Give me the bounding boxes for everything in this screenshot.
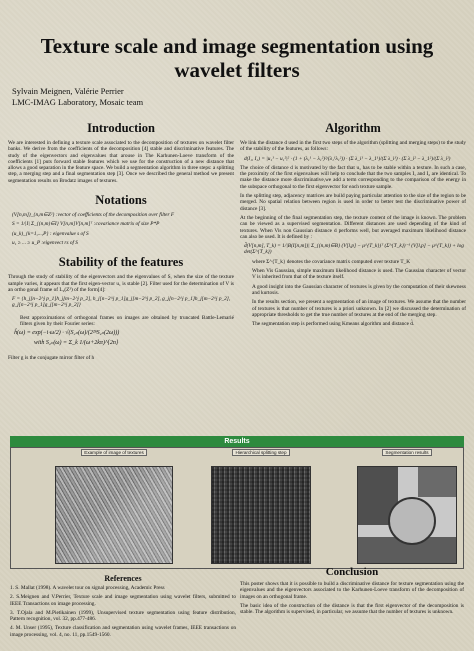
stability-heading: Stability of the features <box>58 255 184 270</box>
right-column <box>240 118 466 330</box>
conclusion-text-1: This poster shows that it is possible to build a discriminative distance for texture segmentation using the eigenvalues and the eigenvectors associated to the Karhunen-Loeve transform of the decomposition of images on an orthogonal frame. <box>240 581 464 600</box>
algorithm-text-5: where Σ^{T_k} denotes the covariance matrix computed over texture T_K <box>252 258 411 265</box>
algorithm-text-9: The segmentation step is performed using Kmeans algorithm and distance d̃. <box>252 321 415 328</box>
segmentation-image <box>357 466 457 564</box>
reference-item: 3. T.Ojala and M.Pietikainen (1999), Unsupervised texture segmentation using feature distribution, Pattern recognition, vol. 32, pp.477-486. <box>10 609 236 623</box>
segment-region-circle <box>388 497 436 545</box>
algorithm-likelihood-formula: d̃(V[n,m], T_k) = 1/|B(I[n,m])| Σ_{(n,m)∈B} (V[l,p] − μ^{T_k})ᵀ (Σ^{T_k})⁻¹ (V[l,p] − μ^{T_k}) + log det(Σ^{T_k}) <box>244 243 464 256</box>
stability-text-3: Filter g is the conjugate mirror filter of h <box>8 355 95 362</box>
conclusion-heading: Conclusion <box>325 566 379 578</box>
references-heading: References <box>104 574 142 583</box>
notation-line-3: (u_k)_{k=1,...,P} : eigenvalue s of S <box>12 230 89 237</box>
segment-region-top-right <box>418 467 457 497</box>
stability-text-2: Best approximations of orthogonal frames on images are obtained by truncated Battle-Lemarié filters given by their Fourier series: <box>20 314 234 328</box>
conclusion-section <box>240 566 464 618</box>
reference-item: 2. S.Meignen and V.Perrier, Texture scale and image segmentation using wavelet filters, submitted to IEEE Transactions on image processing. <box>10 594 236 607</box>
algorithm-text-4: At the beginning of the final segmentation step, the texture content of the image is known. The problem can be viewed as a supervised segmentation. Different distances are used depending of the kind of textures. When Vis non Gaussian distance d performs well, but averaged maximum likelihood distance can also be used. It is defined by : <box>240 214 466 240</box>
algorithm-heading: Algorithm <box>325 121 381 135</box>
author-lab: LMC-IMAG Laboratory, Mosaic team <box>12 97 144 107</box>
caption-splitting-label: Hierarchical splitting step <box>232 449 289 456</box>
introduction-heading: Introduction <box>87 121 155 135</box>
authors-block <box>12 86 143 108</box>
results-panel <box>10 447 464 569</box>
algorithm-text-7: A good insight into the Gaussian character of textures is given by the computation of their skewness and kurtosis. <box>252 283 466 296</box>
algorithm-text-3: In the splitting step, adjacency matrices are build paying particular attention to the size of the region to be merged. No spatial relation between region is used in order to better test the discriminative power of distance [3]. <box>240 193 466 212</box>
caption-splitting <box>201 450 321 456</box>
poster-title: Texture scale and image segmentation using wavelet filters <box>40 34 434 82</box>
caption-example <box>55 450 173 456</box>
caption-example-label: Example of image of textures <box>81 449 147 456</box>
notation-line-1: (V[n,m])_{n,m∈Z²} :vector of coefficients of the decomposition over filter F <box>12 212 175 219</box>
notation-line-4: u₁ ≥ ... ≥ u_P :eigenvect rs of S <box>12 239 78 246</box>
references-section <box>10 574 236 641</box>
texture-image <box>55 466 173 564</box>
algorithm-distance-formula: d(I₁, I₂) = |u₁¹ − u₁²|² · (1 + (λ₁¹ − λ₁²)²/(λ₁¹λ₁²)) · (Σ λ_i¹ − λ_1¹)/(Σ λ_i¹) · (Σ λ_i² − λ_1²)/(Σ λ_i²) <box>244 155 451 162</box>
stability-formula-s2n: with S₂ₙ(ω) = Σ_k 1/(ω+2kπ)^{2n} <box>34 340 119 347</box>
author-names: Sylvain Meignen, Valérie Perrier <box>12 86 124 96</box>
algorithm-text-6: When Vis Gaussian, simple maximum likelihood distance is used. The Gaussian character of vector V is inherited from that of the texture itself. <box>252 268 466 281</box>
caption-segmentation <box>351 450 463 456</box>
left-column <box>8 118 234 365</box>
caption-segmentation-label: Segmentation results <box>382 449 431 456</box>
results-bar: Results <box>10 436 464 447</box>
algorithm-text-1: We link the distance d used in the first two steps of the algorithm (splitting and merging steps) to the study of the stability of the features, as follows: <box>240 140 466 153</box>
notation-line-2: S = 1/|I| Σ_{(n,m)∈I} V[n,m]V[n,m]ᵀ :covariance matrix of size P*P <box>12 221 160 228</box>
stability-formula-frame: F = {h_j[n−2^j p_1]h_j[m−2^j p_2], h_j[n−2^j p_1]g_j[m−2^j p_2], g_j[n−2^j p_1]h_j[m−2^j p_2], g_j[n−2^j p_1]g_j[m−2^j p_2]} <box>12 296 231 309</box>
algorithm-text-8: In the results section, we present a segmentation of an image of textures. We assume that the number of textures is that number of textures is a priori unknown. In [2] we discussed the determination of appropriate thresholds to get the true number of textures at the end of the merging step. <box>252 299 466 318</box>
stability-formula-fourier: ĥ(ω) = exp(−i·ω/2) · √(S₂ₙ(ω)/(2²ⁿS₂ₙ(2ω))) <box>14 330 120 337</box>
notations-heading: Notations <box>95 193 147 208</box>
stability-text-1: Through the study of stability of the eigenvectors and the eigenvalues of S, when the size of the texture sample varies, it appears that the first eigen-vector u₁ is stable [2]. Filter used for the determination of V is an ortho gonal frame of L₂(Z²) of the form[4]: <box>8 274 234 293</box>
introduction-text: We are interested in defining a texture scale associated to the decomposition of textures on wavelet filter banks. We derive from the coefficients of the decomposition [4] stable and discriminative features. The study of the eigenvectors and eigenvalues that arouse in The Karhunen-Loeve transform of the coefficients [1] puts forward stable features which we use for the construction of a new distance that allows a good separation in the feature space. We build a segmentation algorithm in three steps: a splitting step, a merging step and a final segmentation step [3]. Once we described the general method we present segmentation results on Brodatz images of textures. <box>8 140 234 184</box>
conclusion-text-2: The basic idea of the construction of the distance is that the first eigenvector of the decomposition is stable. The algorithm is supervised, in particular, we assume that the number of textures is unknown. <box>240 602 464 616</box>
reference-item: 4. M. Unser (1995), Texture classification and segmentation using wavelet frames, IEEE transactions on image processing, vol. 4, no. 11, pp.1549-1560. <box>10 625 236 638</box>
algorithm-text-2: The choice of distance d is motivated by the fact that u₁ has to be stable within a texture. In such a case, the proximity of the first eigenvalues will help to conclude that the two samples I₁ and I₂ are identical. To make the distance more discriminative,we add a term corresponding to the comparison of the energy in the subspace orthogonal to the first eigenvector for each texture sample. <box>240 164 466 190</box>
reference-item: 1. S. Mallat (1998). A wavelet tour on signal processing, Academic Press <box>10 585 165 591</box>
splitting-image <box>211 466 311 564</box>
